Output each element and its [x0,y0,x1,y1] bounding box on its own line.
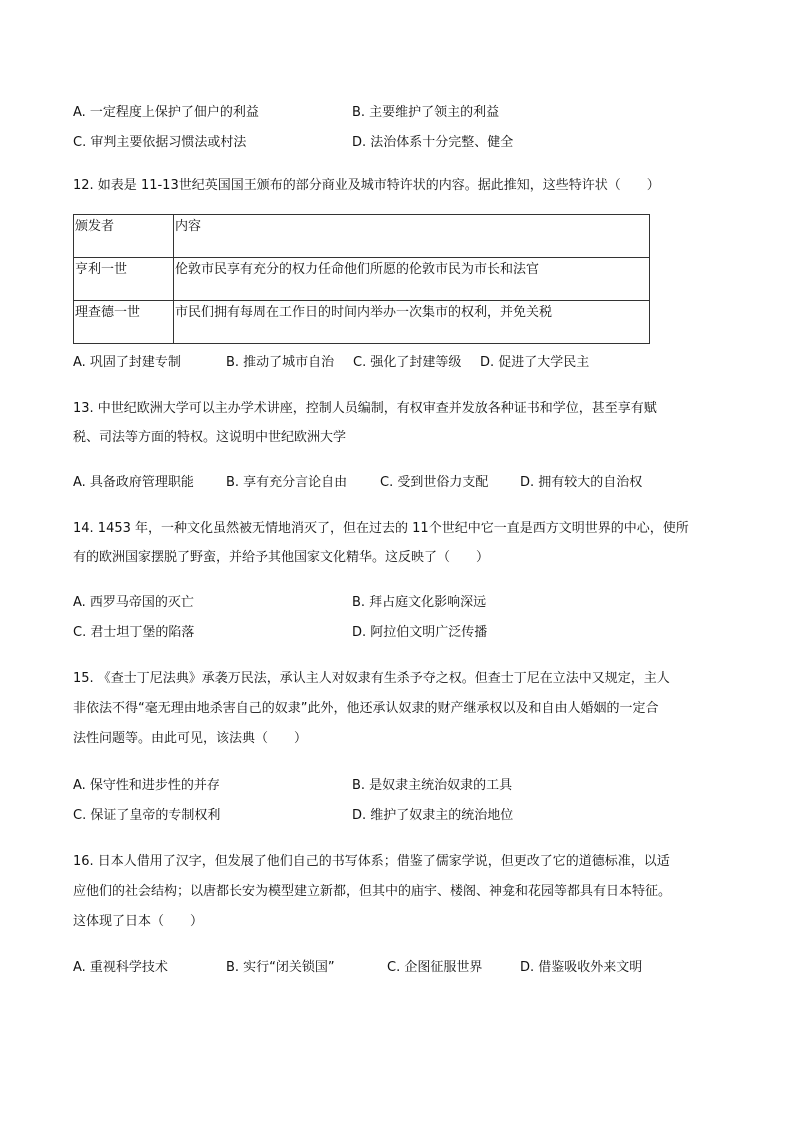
q13-option-a[interactable]: A. 具备政府管理职能 [73,475,194,490]
q13-option-b[interactable]: B. 享有充分言论自由 [226,475,348,490]
q14-option-d[interactable]: D. 阿拉伯文明广泛传播 [352,625,488,640]
q14-option-b[interactable]: B. 拜占庭文化影响深远 [352,595,487,610]
q16-stem-line2: 应他们的社会结构；以唐都长安为模型建立新都，但其中的庙宇、楼阁、神龛和花园等都具有日本特征。 [73,884,672,899]
q12-stem: 12. 如表是 11-13世纪英国国王颁布的部分商业及城市特许状的内容。据此推知，这些特许状（ ） [73,178,660,193]
q13-option-c[interactable]: C. 受到世俗力支配 [380,475,489,490]
q12-option-c[interactable]: C. 强化了封建等级 [353,355,462,370]
q15-stem-line2: 非依法不得“毫无理由地杀害自己的奴隶”此外，他还承认奴隶的财产继承权以及和自由人婚姻的一定合 [73,701,659,716]
q15-stem-line1: 15. 《查士丁尼法典》承袭万民法，承认主人对奴隶有生杀予夺之权。但查士丁尼在立法中又规定，主人 [73,671,670,686]
q13-stem-line1: 13. 中世纪欧洲大学可以主办学术讲座，控制人员编制，有权审查并发放各种证书和学位，甚至享有赋 [73,401,657,416]
table-row [74,215,650,258]
q12-option-b[interactable]: B. 推动了城市自治 [226,355,335,370]
q15-option-b[interactable]: B. 是奴隶主统治奴隶的工具 [352,778,513,793]
q16-option-b[interactable]: B. 实行“闭关锁国” [226,960,335,975]
q14-stem-line1: 14. 1453 年，一种文化虽然被无情地消灭了，但在过去的 11个世纪中它一直是西方文明世界的中心，使所 [73,521,689,536]
table-row [74,301,650,344]
q14-option-c[interactable]: C. 君士坦丁堡的陷落 [73,625,195,640]
table-cell: 伦敦市民享有充分的权力任命他们所愿的伦敦市民为市长和法官 [174,258,650,301]
q14-option-a[interactable]: A. 西罗马帝国的灭亡 [73,595,194,610]
q16-option-c[interactable]: C. 企图征服世界 [387,960,483,975]
q13-stem-line2: 税、司法等方面的特权。这说明中世纪欧洲大学 [73,430,347,445]
q16-stem-line1: 16. 日本人借用了汉字，但发展了他们自己的书写体系；借鉴了儒家学说，但更改了它的道德标准，以适 [73,854,670,869]
table-cell: 市民们拥有每周在工作日的时间内举办一次集市的权利，并免关税 [174,301,650,344]
q16-stem-line3: 这体现了日本（ ） [73,914,204,929]
q14-stem-line2: 有的欧洲国家摆脱了野蛮，并给予其他国家文化精华。这反映了（ ） [73,550,490,565]
q15-option-c[interactable]: C. 保证了皇帝的专制权利 [73,808,221,823]
q16-option-d[interactable]: D. 借鉴吸收外来文明 [520,960,643,975]
q13-option-d[interactable]: D. 拥有较大的自治权 [520,475,643,490]
q16-option-a[interactable]: A. 重视科学技术 [73,960,168,975]
q12-option-a[interactable]: A. 巩固了封建专制 [73,355,181,370]
table-header-issuer: 颁发者 [74,215,174,258]
q11-option-c[interactable]: C. 审判主要依据习惯法或村法 [73,135,247,150]
q11-option-b[interactable]: B. 主要维护了领主的利益 [352,105,500,120]
table-cell: 理查德一世 [74,301,174,344]
q15-option-a[interactable]: A. 保守性和进步性的并存 [73,778,220,793]
q11-option-a[interactable]: A. 一定程度上保护了佃户的利益 [73,105,259,120]
table-cell: 亨利一世 [74,258,174,301]
table-header-content: 内容 [174,215,650,258]
q12-option-d[interactable]: D. 促进了大学民主 [480,355,590,370]
table-row [74,258,650,301]
q15-option-d[interactable]: D. 维护了奴隶主的统治地位 [352,808,514,823]
q11-option-d[interactable]: D. 法治体系十分完整、健全 [352,135,514,150]
q15-stem-line3: 法性问题等。由此可见，该法典（ ） [73,731,308,746]
q12-table [73,214,650,344]
